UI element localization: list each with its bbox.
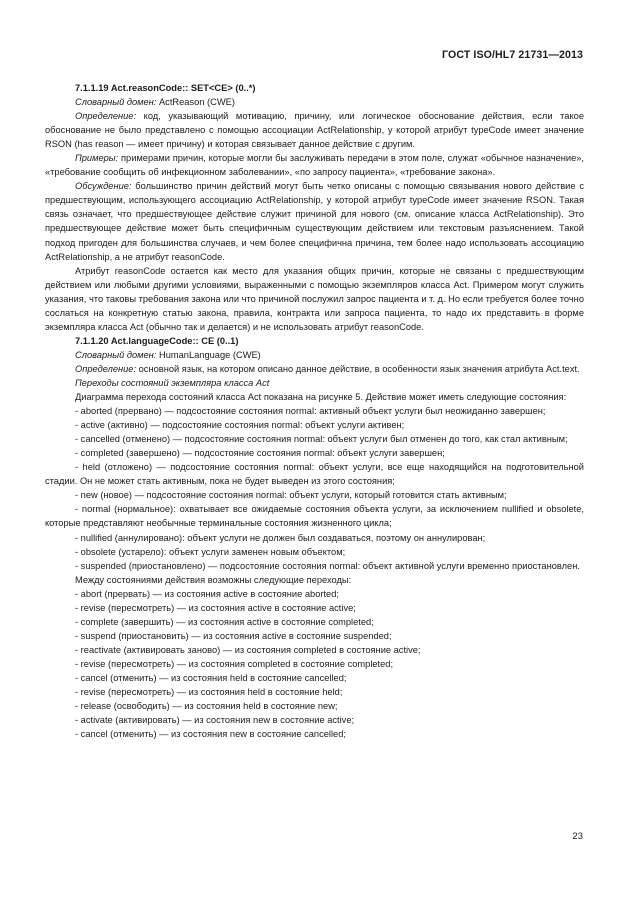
list-item: - suspended (приостановлено) — подсостояние состояния normal: объект активной услуги временно приостановлен. <box>75 560 580 571</box>
list-item: - cancel (отменить) — из состояния held в состояние cancelled; <box>75 672 347 683</box>
list-item: - revise (пересмотреть) — из состояния completed в состояние completed; <box>75 658 394 669</box>
list-item: - cancel (отменить) — из состояния new в состояние cancelled; <box>75 729 346 740</box>
list-item: - held (отложено) — подсостояние состояния normal: объект услуги, все еще находящийся на подготовительной стадии. Он не может стать активным, пока не будет выведен из этого состояния; <box>45 462 584 487</box>
page-number: 23 <box>572 831 583 842</box>
list-item: - abort (прервать) — из состояния active в состояние aborted; <box>75 588 339 599</box>
domain-value: HumanLanguage (CWE) <box>156 349 261 360</box>
list-item: - active (активно) — подсостояние состояния normal: объект услуги активен; <box>75 420 405 431</box>
list-item: - reactivate (активировать заново) — из состояния completed в состояние active; <box>75 644 421 655</box>
section-heading-language-code: 7.1.1.20 Act.languageCode:: CE (0..1) <box>75 335 239 346</box>
paragraph-reason-code: Атрибут reasonCode остается как место для указания общих причин, которые не связаны с предшествующим действием или любыми другими условиями, выраженными с помощью экземпляров класса Act. Примером могут служить указания, что таковы требования закона или что причиной послужил запрос пациента и т. д. Но если требуется более точно сослаться на конкретную статью закона, правила, контракта или запроса пациента, то надо их представить в форме экземпляра класса Act (обычно так и делается) и не использовать атрибут reasonCode. <box>45 265 584 332</box>
list-item: - obsolete (устарело): объект услуги заменен новым объектом; <box>75 546 346 557</box>
discussion-text: большинство причин действий могут быть четко описаны с помощью связывания нового действие с предшествующим, использующего ассоциацию ActRelationship, у которой атрибут typeCode имеет значение RSON. Такая связь означает, что предшествующее действие служит причиной для нового (см. описание класса ActRelationship). Это предшествующее действие может быть специфичным существующим действием или текстовым разъяснением. Такой подход пригоден для большинства случаев, и чем более специфична причина, тем более надо использовать ассоциацию ActRelationship, а не атрибут reasonCode. <box>45 181 584 262</box>
transitions-intro: Между состояниями действия возможны следующие переходы: <box>75 574 352 585</box>
list-item: - suspend (приостановить) — из состояния active в состояние suspended; <box>75 630 392 641</box>
domain-label: Словарный домен: <box>75 349 157 360</box>
discussion-reason-code <box>45 179 584 263</box>
discussion-label: Обсуждение: <box>75 181 132 192</box>
list-item: - revise (пересмотреть) — из состояния held в состояние held; <box>75 687 343 698</box>
states-title: Переходы состояний экземпляра класса Act <box>75 377 270 388</box>
list-item: - completed (завершено) — подсостояние состояния normal: объект услуги завершен; <box>75 448 445 459</box>
states-intro: Диаграмма перехода состояний класса Act показана на рисунке 5. Действие может иметь следующие состояния: <box>75 392 567 403</box>
list-item: - cancelled (отменено) — подсостояние состояния normal: объект услуги был отменен до того, как стал активным; <box>75 434 568 445</box>
list-item: - activate (активировать) — из состояния new в состояние active; <box>75 715 355 726</box>
list-item: - nullified (аннулировано): объект услуги не должен был создаваться, поэтому он аннулирован; <box>75 532 486 543</box>
examples-label: Примеры: <box>75 153 119 164</box>
examples-reason-code <box>45 151 584 179</box>
list-item: - aborted (прервано) — подсостояние состояния normal: активный объект услуги был неожиданно завершен; <box>75 406 546 417</box>
definition-text: основной язык, на котором описано данное действие, в особенности язык значения атрибута Act.text. <box>136 363 580 374</box>
examples-text: примерами причин, которые могли бы заслуживать передачи в этом поле, служат «обычное назначение», «требование сообщить об инфекционном заболевании», «по запросу пациента», «требование закона». <box>45 153 584 178</box>
list-item: - revise (пересмотреть) — из состояния active в состояние active; <box>75 602 356 613</box>
domain-label: Словарный домен: <box>75 97 157 108</box>
transitions-list <box>45 587 584 742</box>
definition-label: Определение: <box>75 111 137 122</box>
list-item: - new (новое) — подсостояние состояния normal: объект услуги, который готовится стать активным; <box>75 490 507 501</box>
document-header: ГОСТ ISO/HL7 21731—2013 <box>442 49 583 61</box>
page-body <box>45 81 584 741</box>
vocabulary-domain-reason-code <box>45 95 584 109</box>
vocabulary-domain-language-code <box>45 348 584 362</box>
section-heading-reason-code: 7.1.1.19 Act.reasonCode:: SET<CE> (0..*) <box>75 83 256 93</box>
list-item: - normal (нормальное): охватывает все ожидаемые состояния объекта услуги, за исключением nullified и obsolete, которые представляют необычные терминальные состояния жизненного цикла; <box>45 504 584 529</box>
states-list <box>45 404 584 573</box>
list-item: - complete (завершить) — из состояния active в состояние completed; <box>75 616 374 627</box>
definition-label: Определение: <box>75 363 137 374</box>
definition-language-code <box>45 362 584 376</box>
list-item: - release (освободить) — из состояния held в состояние new; <box>75 701 338 712</box>
domain-value: ActReason (CWE) <box>156 97 235 108</box>
definition-reason-code <box>45 109 584 151</box>
definition-text: код, указывающий мотивацию, причину, или логическое обоснование действия, если такое обоснование не было представлено с помощью ассоциации ActRelationship, у которой атрибут typeCode имеет значение RSON (has reason — имеет причину) и которая связывает данное действие с другим. <box>45 111 584 150</box>
